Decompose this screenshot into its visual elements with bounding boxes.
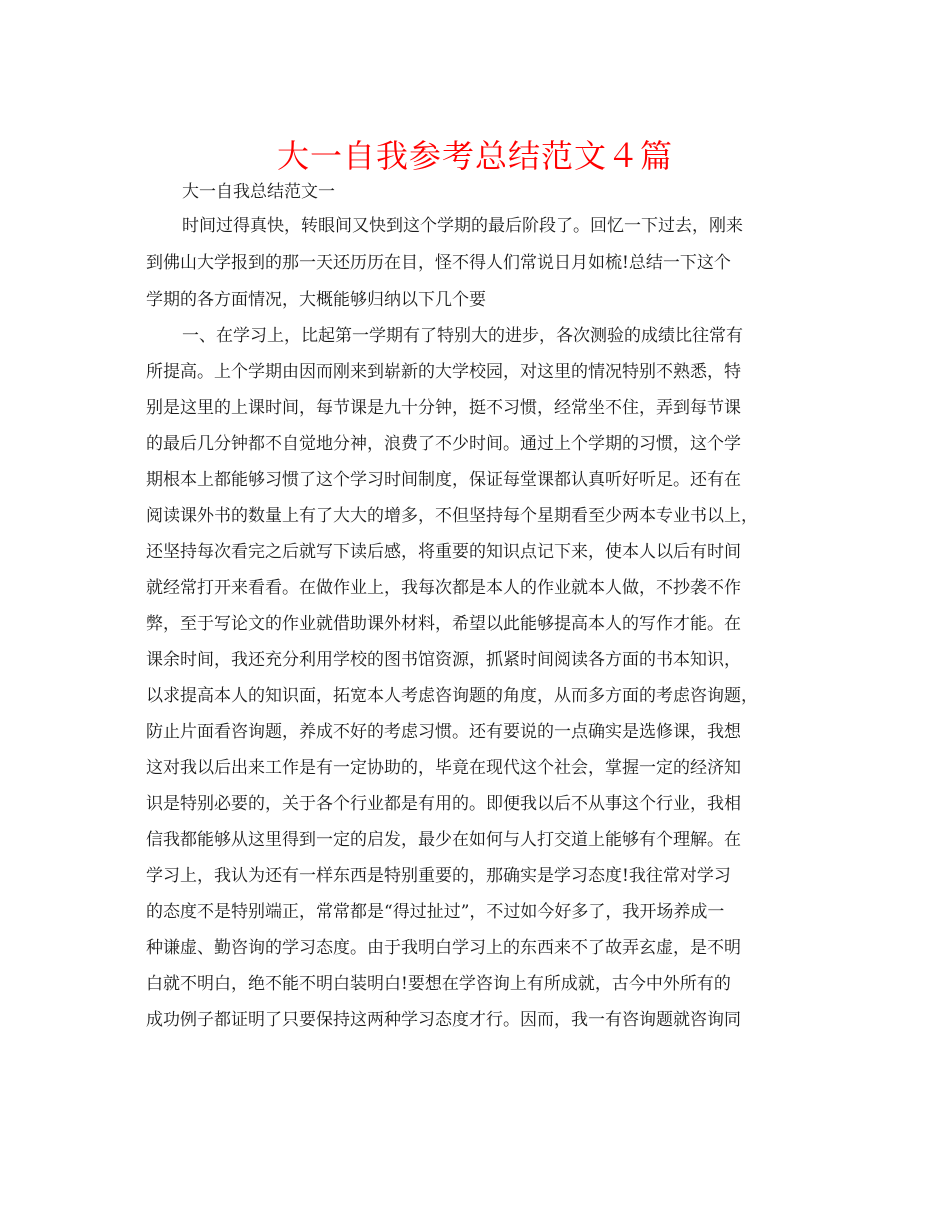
paragraph-line: 以求提高本人的知识面，拓宽本人考虑咨询题的角度，从而多方面的考虑咨询题， <box>146 686 758 706</box>
paragraph-line: 期根本上都能够习惯了这个学习时间制度，保证每堂课都认真听好听足。还有在 <box>146 470 741 490</box>
paragraph-line: 防止片面看咨询题，养成不好的考虑习惯。还有要说的一点确实是选修课，我想 <box>146 722 741 742</box>
paragraph-line: 阅读课外书的数量上有了大大的增多，不但坚持每个星期看至少两本专业书以上， <box>146 506 758 526</box>
paragraph-line: 一、在学习上，比起第一学期有了特别大的进步，各次测验的成绩比往常有 <box>182 326 743 346</box>
paragraph-line: 成功例子都证明了只要保持这两种学习态度才行。因而，我一有咨询题就咨询同 <box>146 1010 741 1030</box>
paragraph-line: 还坚持每次看完之后就写下读后感，将重要的知识点记下来，使本人以后有时间 <box>146 542 741 562</box>
paragraph-line: 别是这里的上课时间，每节课是九十分钟，挺不习惯，经常坐不住，弄到每节课 <box>146 398 741 418</box>
paragraph-line: 这对我以后出来工作是有一定协助的，毕竟在现代这个社会，掌握一定的经济知 <box>146 758 741 778</box>
paragraph-line: 学习上，我认为还有一样东西是特别重要的，那确实是学习态度!我往常对学习 <box>146 866 731 886</box>
paragraph-line: 白就不明白，绝不能不明白装明白!要想在学咨询上有所成就，古今中外所有的 <box>146 974 731 994</box>
paragraph-line: 所提高。上个学期由因而刚来到崭新的大学校园，对这里的情况特别不熟悉，特 <box>146 362 741 382</box>
paragraph-line: 的最后几分钟都不自觉地分神，浪费了不少时间。通过上个学期的习惯，这个学 <box>146 434 741 454</box>
paragraph-line: 就经常打开来看看。在做作业上，我每次都是本人的作业就本人做，不抄袭不作 <box>146 578 741 598</box>
paragraph-line: 信我都能够从这里得到一定的启发，最少在如何与人打交道上能够有个理解。在 <box>146 830 741 850</box>
paragraph-line: 时间过得真快，转眼间又快到这个学期的最后阶段了。回忆一下过去，刚来 <box>182 216 743 236</box>
paragraph-line: 识是特别必要的，关于各个行业都是有用的。即便我以后不从事这个行业，我相 <box>146 794 741 814</box>
paragraph-line: 到佛山大学报到的那一天还历历在目，怪不得人们常说日月如梳!总结一下这个 <box>146 253 731 273</box>
paragraph-line: 弊，至于写论文的作业就借助课外材料，希望以此能够提高本人的写作才能。在 <box>146 614 741 634</box>
paragraph-line: 学期的各方面情况，大概能够归纳以下几个要 <box>146 290 486 310</box>
paragraph-line: 课余时间，我还充分利用学校的图书馆资源，抓紧时间阅读各方面的书本知识， <box>146 650 741 670</box>
section-subtitle: 大一自我总结范文一 <box>182 182 335 202</box>
paragraph-line: 的态度不是特别端正，常常都是“得过扯过”，不过如今好多了，我开场养成一 <box>146 902 725 922</box>
document-title: 大一自我参考总结范文４篇 <box>276 137 673 175</box>
paragraph-line: 种谦虚、勤咨询的学习态度。由于我明白学习上的东西来不了故弄玄虚，是不明 <box>146 938 741 958</box>
